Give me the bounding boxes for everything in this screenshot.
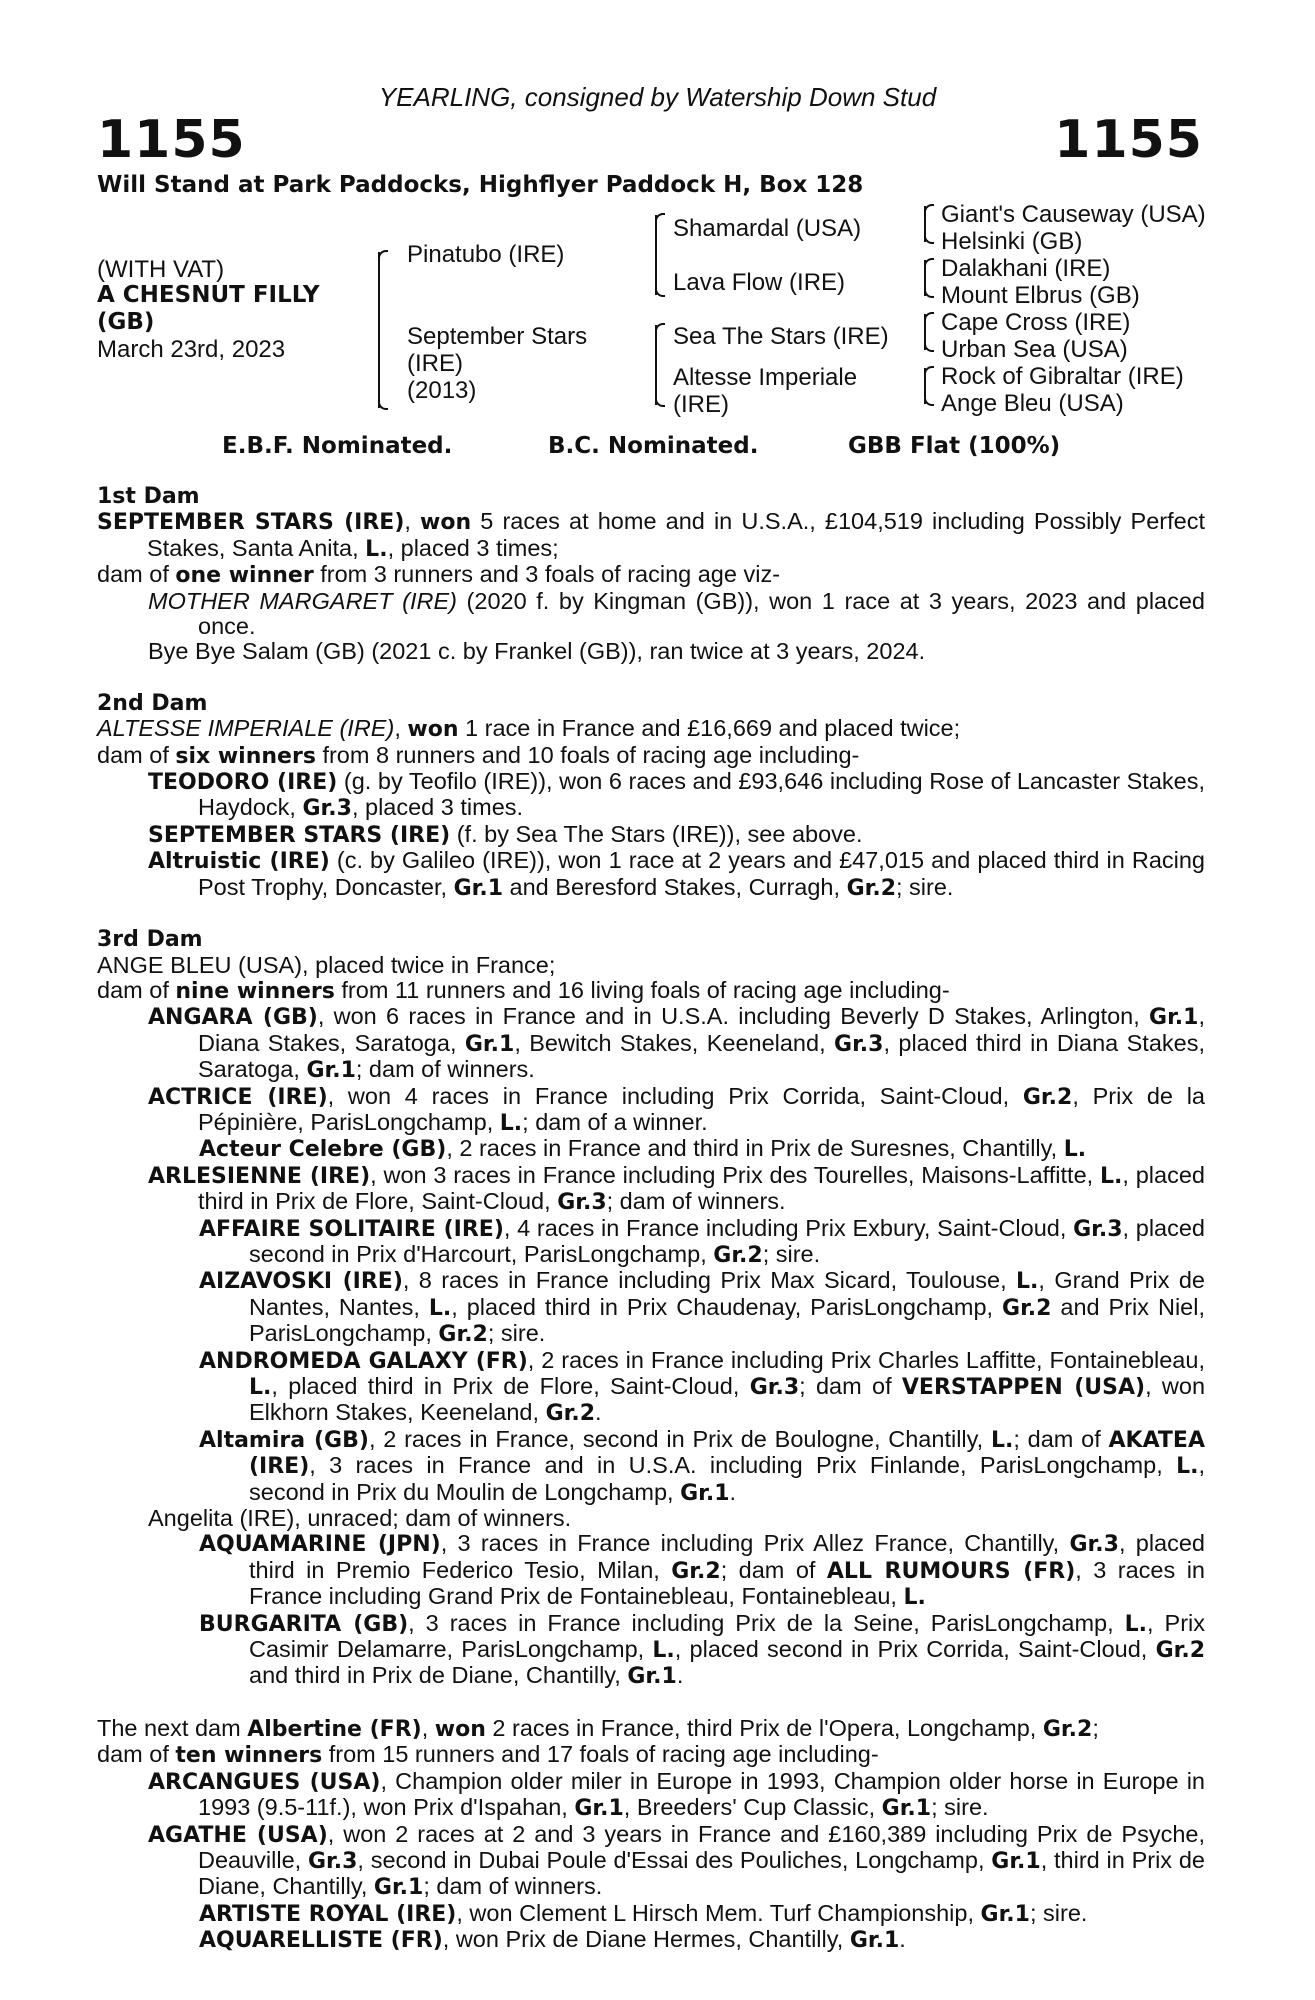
second-dam-produce-summary: dam of six winners from 8 runners and 10 foals of racing age including-	[97, 741, 860, 769]
third-dam-produce-summary: dam of nine winners from 11 runners and 16 living foals of racing age including-	[97, 976, 950, 1004]
first-dam-produce-summary: dam of one winner from 3 runners and 3 foals of racing age viz-	[97, 561, 781, 589]
pedigree-brace-sire	[655, 215, 657, 295]
pedigree-dam-line2: (IRE)	[407, 350, 463, 377]
pedigree-gen3-4: Mount Elbrus (GB)	[941, 282, 1140, 309]
bc-nomination: B.C. Nominated.	[548, 433, 759, 459]
pedigree-brace-main	[378, 252, 380, 408]
pedigree-dam-dam-line1: Altesse Imperiale	[673, 364, 858, 391]
ebf-nomination: E.B.F. Nominated.	[222, 433, 453, 459]
pedigree-brace-dam	[655, 325, 657, 405]
produce-entry: ACTRICE (IRE), won 4 races in France including Prix Corrida, Saint-Cloud, Gr.2, Prix de la Pépinière, ParisLongchamp, L.; dam of a winner.	[148, 1082, 1205, 1136]
pedigree-brace-ss	[924, 206, 926, 242]
pedigree-dam-line3: (2013)	[407, 377, 477, 404]
pedigree-gen3-5: Cape Cross (IRE)	[941, 309, 1131, 336]
pedigree-dam-dam-line2: (IRE)	[673, 391, 729, 418]
first-dam-summary: SEPTEMBER STARS (IRE), won 5 races at home and in U.S.A., £104,519 including Possibly Perfect Stakes, Santa Anita, L., placed 3 times;	[97, 508, 1205, 562]
produce-entry: ANDROMEDA GALAXY (FR), 2 races in France including Prix Charles Laffitte, Fontainebleau, L., placed third in Prix de Flore, Saint-Cloud, Gr.3; dam of VERSTAPPEN (USA), won Elkhorn Stakes, Keeneland, Gr.2.	[199, 1346, 1206, 1427]
pedigree-gen3-1: Giant's Causeway (USA)	[941, 201, 1206, 228]
pedigree-sire-sire: Shamardal (USA)	[673, 215, 862, 242]
first-dam-heading: 1st Dam	[97, 484, 200, 509]
pedigree-gen3-8: Ange Bleu (USA)	[941, 390, 1124, 417]
produce-entry: MOTHER MARGARET (IRE) (2020 f. by Kingman (GB)), won 1 race at 3 years, 2023 and placed once.	[148, 587, 1206, 640]
third-dam-summary: ANGE BLEU (USA), placed twice in France;	[97, 951, 556, 978]
pedigree-gen3-6: Urban Sea (USA)	[941, 336, 1128, 363]
produce-entry: AIZAVOSKI (IRE), 8 races in France including Prix Max Sicard, Toulouse, L., Grand Prix de Nantes, Nantes, L., placed third in Prix Chaudenay, ParisLongchamp, Gr.2 and Prix Niel, ParisLongchamp, Gr.2; sire.	[199, 1267, 1205, 1348]
pedigree-dam-line1: September Stars	[407, 323, 588, 350]
produce-entry: Altruistic (IRE) (c. by Galileo (IRE)), won 1 race at 2 years and £47,015 and placed third in Racing Post Trophy, Doncaster, Gr.1 and Beresford Stakes, Curragh, Gr.2; sire.	[148, 847, 1205, 901]
pedigree-dam-sire: Sea The Stars (IRE)	[673, 323, 889, 350]
horse-country: (GB)	[97, 309, 155, 335]
pedigree-brace-dd	[924, 368, 926, 404]
location-line: Will Stand at Park Paddocks, Highflyer Paddock H, Box 128	[97, 172, 864, 198]
produce-entry: ARTISTE ROYAL (IRE), won Clement L Hirsch Mem. Turf Championship, Gr.1; sire.	[199, 1899, 1088, 1927]
produce-entry: ARCANGUES (USA), Champion older miler in Europe in 1993, Champion older horse in Europe in 1993 (9.5-11f.), won Prix d'Ispahan, Gr.1, Breeders' Cup Classic, Gr.1; sire.	[148, 1767, 1205, 1822]
next-dam-produce-summary: dam of ten winners from 15 runners and 17 foals of racing age including-	[97, 1741, 879, 1769]
second-dam-summary: ALTESSE IMPERIALE (IRE), won 1 race in France and £16,669 and placed twice;	[97, 715, 961, 743]
produce-entry: AGATHE (USA), won 2 races at 2 and 3 years in France and £160,389 including Prix de Psyche, Deauville, Gr.3, second in Dubai Poule d'Essai des Pouliches, Longchamp, Gr.1, third in Prix de Diane, Chantilly, Gr.1; dam of winners.	[148, 1820, 1205, 1901]
produce-entry: ARLESIENNE (IRE), won 3 races in France including Prix des Tourelles, Maisons-Laffitte, L., placed third in Prix de Flore, Saint-Cloud, Gr.3; dam of winners.	[148, 1161, 1205, 1216]
third-dam-heading: 3rd Dam	[97, 927, 203, 953]
produce-entry: Bye Bye Salam (GB) (2021 c. by Frankel (GB)), ran twice at 3 years, 2024.	[148, 638, 926, 665]
produce-entry: Acteur Celebre (GB), 2 races in France and third in Prix de Suresnes, Chantilly, L.	[199, 1135, 1087, 1163]
pedigree-sire-dam: Lava Flow (IRE)	[673, 269, 846, 296]
pedigree-gen3-2: Helsinki (GB)	[941, 228, 1083, 255]
produce-entry: AQUAMARINE (JPN), 3 races in France including Prix Allez France, Chantilly, Gr.3, placed third in Premio Federico Tesio, Milan, Gr.2; dam of ALL RUMOURS (FR), 3 races in France including Grand Prix de Fontainebleau, Fontainebleau, L.	[199, 1530, 1206, 1611]
horse-name: A CHESNUT FILLY	[97, 282, 320, 308]
next-dam-summary: The next dam Albertine (FR), won 2 races in France, third Prix de l'Opera, Longchamp, Gr.2;	[97, 1714, 1099, 1742]
produce-entry: Angelita (IRE), unraced; dam of winners.	[148, 1505, 572, 1532]
pedigree-notes	[97, 484, 1205, 1954]
produce-entry: TEODORO (IRE) (g. by Teofilo (IRE)), won 6 races and £93,646 including Rose of Lancaster Stakes, Haydock, Gr.3, placed 3 times.	[148, 768, 1205, 822]
pedigree-brace-sd	[924, 260, 926, 296]
pedigree-gen3-7: Rock of Gibraltar (IRE)	[941, 363, 1184, 390]
pedigree-sire: Pinatubo (IRE)	[407, 241, 565, 268]
second-dam-heading: 2nd Dam	[97, 690, 208, 716]
lot-number-right: 1155	[1054, 110, 1203, 170]
gbb-status: GBB Flat (100%)	[848, 433, 1061, 459]
foaling-date: March 23rd, 2023	[97, 336, 286, 363]
pedigree-gen3-3: Dalakhani (IRE)	[941, 255, 1111, 282]
lot-number-left: 1155	[97, 110, 246, 170]
produce-entry: Altamira (GB), 2 races in France, second in Prix de Boulogne, Chantilly, L.; dam of AKATEA (IRE), 3 races in France and in U.S.A. including Prix Finlande, ParisLongchamp, L., second in Prix du Moulin de Longchamp, Gr.1.	[199, 1425, 1205, 1506]
produce-entry: SEPTEMBER STARS (IRE) (f. by Sea The Stars (IRE)), see above.	[148, 820, 863, 848]
produce-entry: AQUARELLISTE (FR), won Prix de Diane Hermes, Chantilly, Gr.1.	[199, 1926, 906, 1954]
produce-entry: BURGARITA (GB), 3 races in France including Prix de la Seine, ParisLongchamp, L., Prix Casimir Delamarre, ParisLongchamp, L., placed second in Prix Corrida, Saint-Cloud, Gr.2 and third in Prix de Diane, Chantilly, Gr.1.	[199, 1609, 1205, 1690]
pedigree-brace-ds	[924, 314, 926, 350]
catalogue-subtitle: YEARLING, consigned by Watership Down Stud	[378, 82, 937, 112]
vat-note: (WITH VAT)	[97, 256, 225, 283]
produce-entry: AFFAIRE SOLITAIRE (IRE), 4 races in France including Prix Exbury, Saint-Cloud, Gr.3, placed second in Prix d'Harcourt, ParisLongchamp, Gr.2; sire.	[199, 1214, 1206, 1268]
produce-entry: ANGARA (GB), won 6 races in France and in U.S.A. including Beverly D Stakes, Arlington, Gr.1, Diana Stakes, Saratoga, Gr.1, Bewitch Stakes, Keeneland, Gr.3, placed third in Diana Stakes, Saratoga, Gr.1; dam of winners.	[148, 1003, 1206, 1084]
